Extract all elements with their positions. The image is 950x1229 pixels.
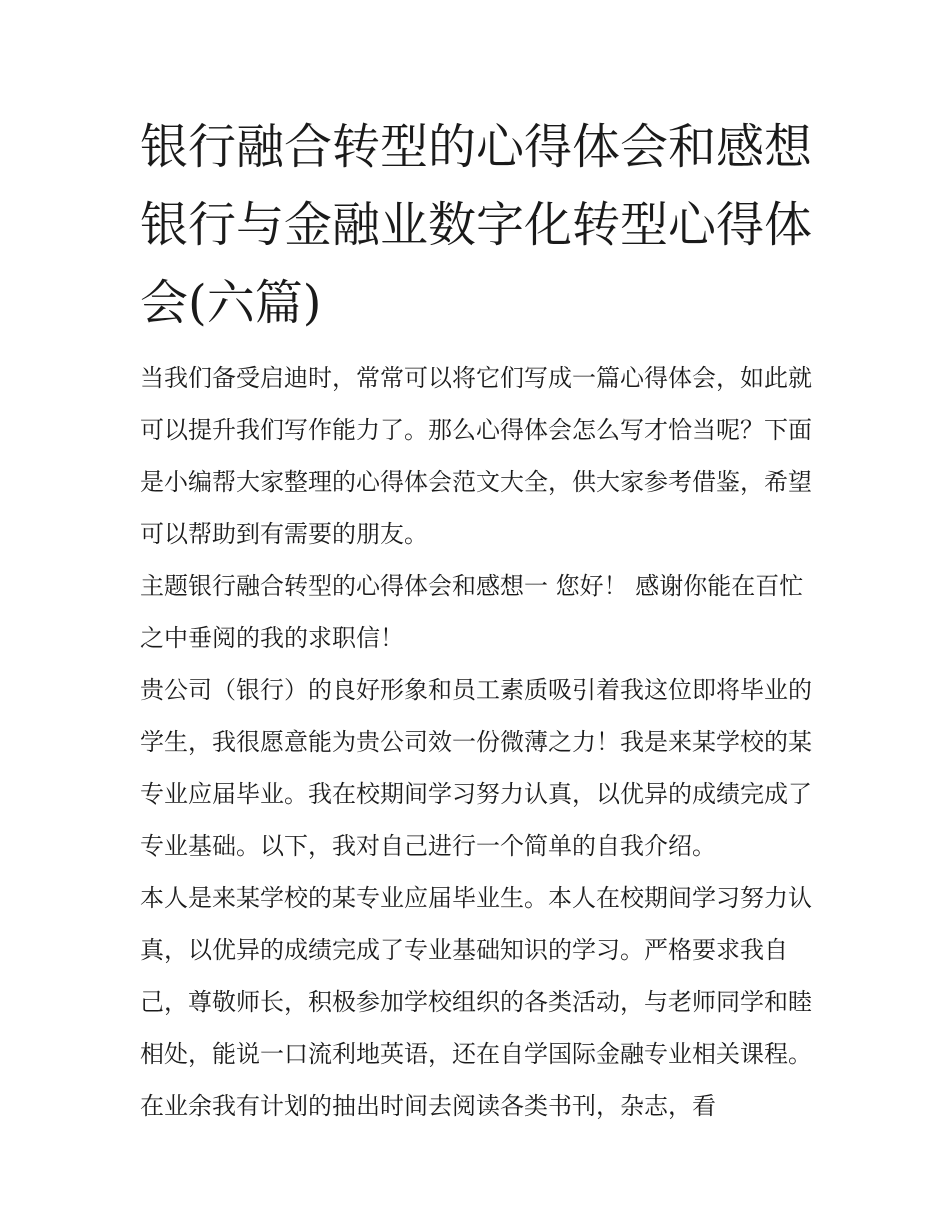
paragraph-intro: 当我们备受启迪时，常常可以将它们写成一篇心得体会，如此就可以提升我们写作能力了。那么心得体会怎么写才恰当呢？下面是小编帮大家整理的心得体会范文大全，供大家参考借鉴，希望可以帮助到有需要的朋友。: [140, 364, 812, 548]
document-body: [140, 352, 820, 1132]
paragraph-company: 贵公司（银行）的良好形象和员工素质吸引着我这位即将毕业的学生，我很愿意能为贵公司效一份微薄之力！我是来某学校的某专业应届毕业。我在校期间学习努力认真，以优异的成绩完成了专业基础。以下，我对自己进行一个简单的自我介绍。: [140, 676, 812, 860]
document-title: 银行融合转型的心得体会和感想 银行与金融业数字化转型心得体会(六篇): [140, 119, 813, 331]
paragraph-topic-greeting: 主题银行融合转型的心得体会和感想一 您好！ 感谢你能在百忙之中垂阅的我的求职信！: [140, 572, 804, 652]
paragraph-self-intro: 本人是来某学校的某专业应届毕业生。本人在校期间学习努力认真，以优异的成绩完成了专业基础知识的学习。严格要求我自己，尊敬师长，积极参加学校组织的各类活动，与老师同学和睦相处，能说一口流利地英语，还在自学国际金融专业相关课程。在业余我有计划的抽出时间去阅读各类书刊，杂志，看: [140, 884, 812, 1120]
